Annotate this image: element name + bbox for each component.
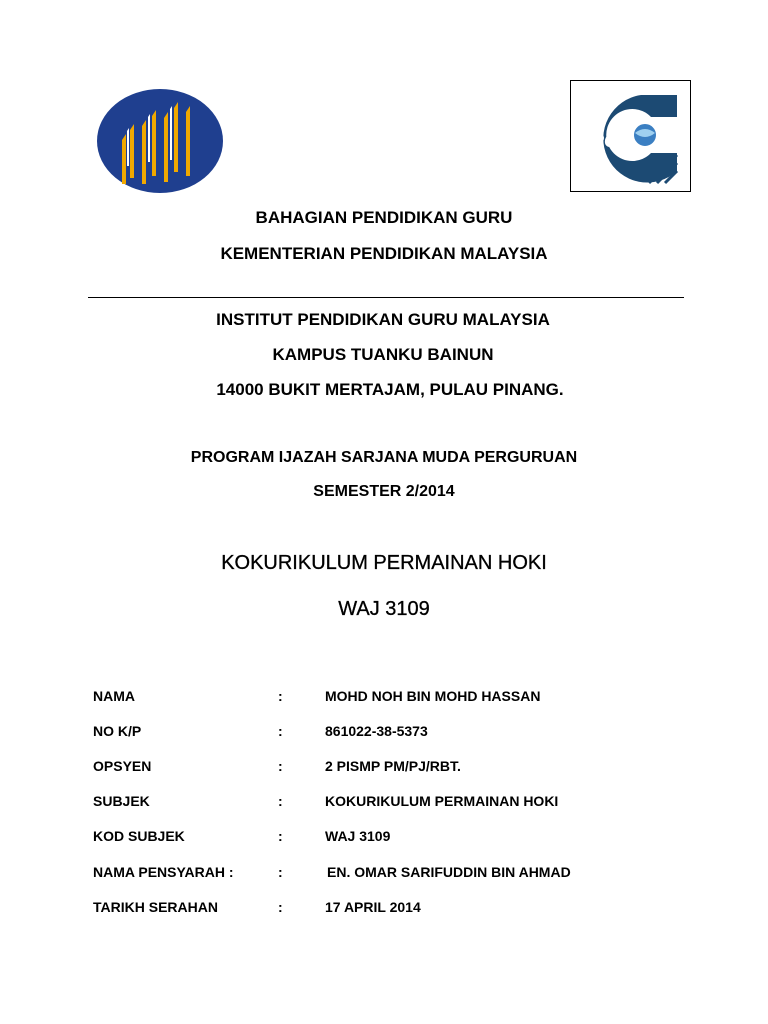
detail-separator: : bbox=[278, 688, 283, 704]
detail-label: NAMA bbox=[93, 688, 135, 704]
detail-label: NO K/P bbox=[93, 723, 142, 739]
header-line-1: BAHAGIAN PENDIDIKAN GURU bbox=[255, 208, 513, 227]
detail-value: KOKURIKULUM PERMAINAN HOKI bbox=[325, 793, 559, 809]
divider bbox=[88, 297, 684, 298]
detail-label: SUBJEK bbox=[93, 793, 150, 809]
ipg-logo-text: iPG bbox=[587, 131, 619, 151]
detail-separator: : bbox=[278, 758, 283, 774]
detail-value: MOHD NOH BIN MOHD HASSAN bbox=[325, 688, 541, 704]
institute-line-2: KAMPUS TUANKU BAINUN bbox=[272, 345, 494, 364]
course-title: KOKURIKULUM PERMAINAN HOKI bbox=[221, 552, 547, 574]
detail-separator: : bbox=[278, 793, 283, 809]
institute-line-3: 14000 BUKIT MERTAJAM, PULAU PINANG. bbox=[216, 380, 564, 399]
detail-label: KOD SUBJEK bbox=[93, 828, 185, 844]
detail-separator: : bbox=[278, 899, 283, 915]
ipg-logo-box bbox=[570, 80, 691, 192]
detail-separator: : bbox=[278, 723, 283, 739]
program-semester: SEMESTER 2/2014 bbox=[313, 483, 455, 500]
detail-value: WAJ 3109 bbox=[325, 828, 391, 844]
course-code: WAJ 3109 bbox=[338, 598, 430, 620]
detail-value: 17 APRIL 2014 bbox=[325, 899, 421, 915]
detail-value: EN. OMAR SARIFUDDIN BIN AHMAD bbox=[327, 864, 571, 880]
detail-label: TARIKH SERAHAN bbox=[93, 899, 218, 915]
detail-label: OPSYEN bbox=[93, 758, 152, 774]
institute-line-1: INSTITUT PENDIDIKAN GURU MALAYSIA bbox=[216, 310, 550, 329]
detail-separator: : bbox=[278, 828, 283, 844]
detail-value: 861022-38-5373 bbox=[325, 723, 428, 739]
program-name: PROGRAM IJAZAH SARJANA MUDA PERGURUAN bbox=[190, 449, 578, 466]
detail-value: 2 PISMP PM/PJ/RBT. bbox=[325, 758, 461, 774]
ministry-logo-icon bbox=[96, 88, 226, 196]
header-line-2: KEMENTERIAN PENDIDIKAN MALAYSIA bbox=[220, 244, 548, 263]
detail-separator: : bbox=[278, 864, 283, 880]
detail-label: NAMA PENSYARAH : bbox=[93, 864, 234, 880]
